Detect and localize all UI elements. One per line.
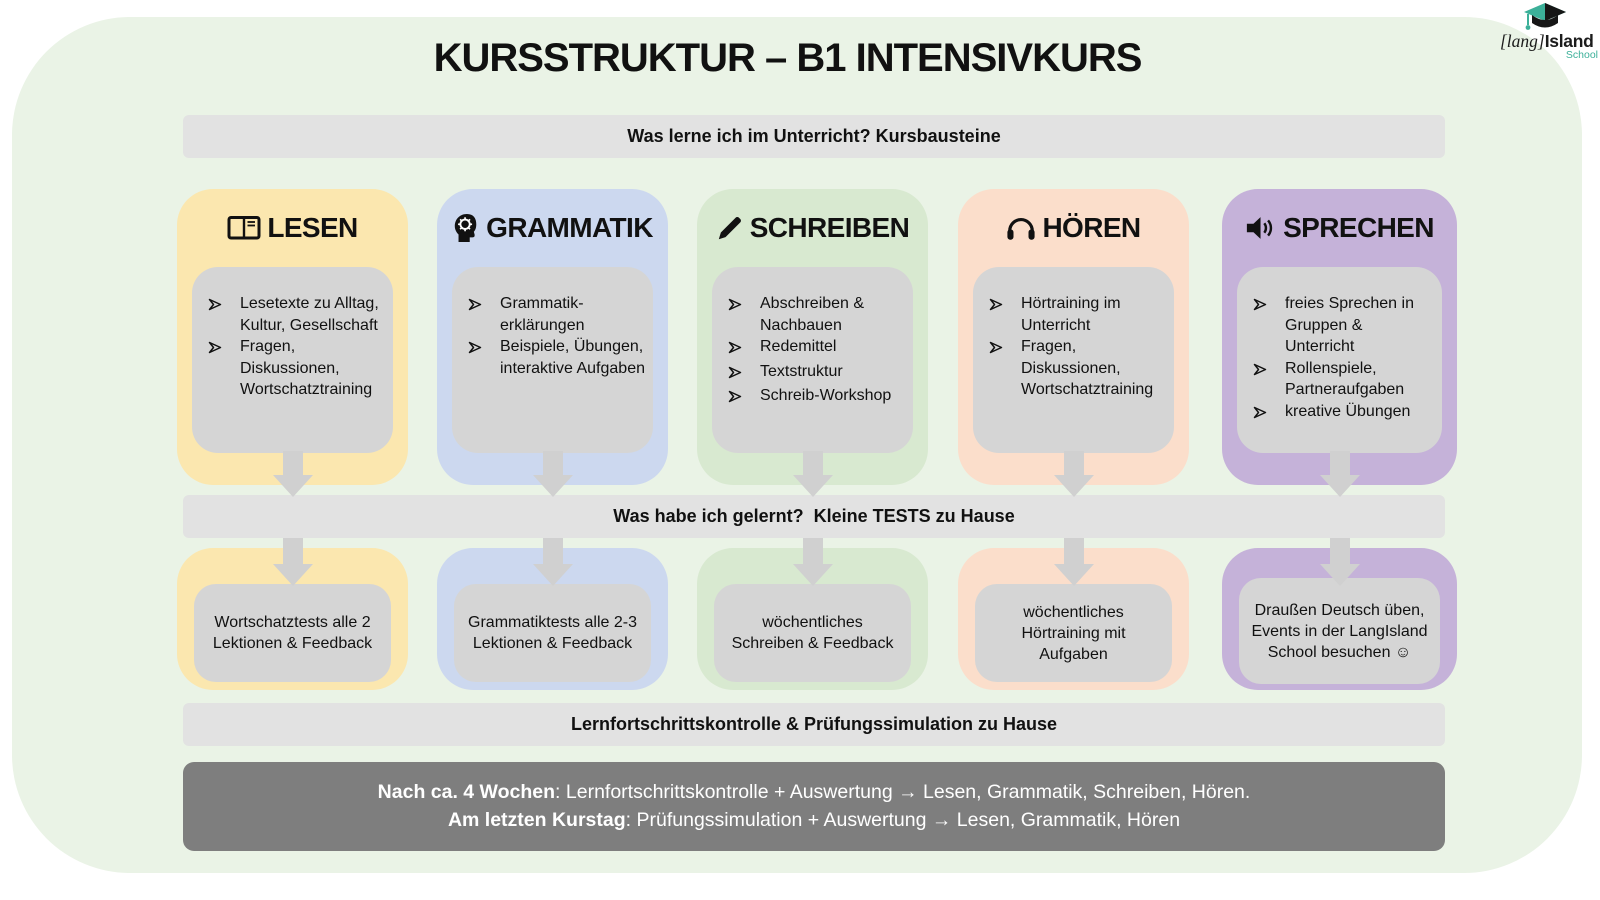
list-item: Hörtraining im Unterricht <box>985 293 1167 336</box>
list-item: Rollenspiele, Partneraufgaben <box>1249 358 1435 401</box>
arrowhead-bullet-icon <box>208 339 240 361</box>
module-content-box <box>192 267 393 453</box>
section-bar-lernfortschritt: Lernfortschrittskontrolle & Prüfungssimulation zu Hause <box>183 703 1445 746</box>
list-item: Lesetexte zu Alltag, Kultur, Gesellschaft <box>204 293 386 336</box>
arrowhead-bullet-icon <box>468 296 500 318</box>
down-arrow <box>1054 451 1094 497</box>
down-arrow <box>1054 538 1094 586</box>
summary-line-2: Am letzten Kurstag: Prüfungssimulation + Auswertung → Lesen, Grammatik, Hören <box>447 809 1181 831</box>
test-content-box: Wortschatztests alle 2 Lektionen & Feedback <box>194 584 391 682</box>
down-arrow <box>533 538 573 586</box>
down-arrow <box>533 451 573 497</box>
list-item: Textstruktur <box>724 361 906 386</box>
summary-box <box>183 762 1445 851</box>
pencil-icon <box>716 214 744 242</box>
test-content-box: Draußen Deutsch üben, Events in der LangIsland School besuchen ☺ <box>1239 578 1440 684</box>
list-item: Beispiele, Übungen, interaktive Aufgaben <box>464 336 646 379</box>
list-item: kreative Übungen <box>1249 401 1435 426</box>
down-arrow <box>1320 538 1360 586</box>
module-header-sprechen <box>1222 205 1457 251</box>
list-item: Fragen, Diskussionen, Wortschatztraining <box>985 336 1167 401</box>
module-card-sprechen <box>1222 189 1457 485</box>
brain-head-icon <box>452 213 480 243</box>
arrowhead-bullet-icon <box>989 296 1021 318</box>
module-header-schreiben <box>697 205 928 251</box>
test-card-lesen <box>177 548 408 690</box>
arrowhead-bullet-icon <box>1253 361 1285 383</box>
module-title: LESEN <box>267 212 358 243</box>
list-item: freies Sprechen in Gruppen & Unterricht <box>1249 293 1435 358</box>
module-content-box <box>1237 267 1442 453</box>
down-arrow <box>273 451 313 497</box>
arrowhead-bullet-icon <box>1253 404 1285 426</box>
list-item: Fragen, Diskussionen, Wortschatztraining <box>204 336 386 401</box>
module-header-lesen <box>177 205 408 251</box>
list-item: Schreib-Workshop <box>724 385 906 410</box>
test-content-box: wöchentliches Hörtraining mit Aufgaben <box>975 584 1172 682</box>
headphones-icon <box>1006 214 1036 242</box>
logo-tagline: School <box>1565 49 1598 61</box>
module-title: HÖREN <box>1042 212 1141 243</box>
down-arrow <box>1320 451 1360 497</box>
section-bar-tests: Was habe ich gelernt? Kleine TESTS zu Hause <box>183 495 1445 538</box>
arrowhead-bullet-icon <box>728 339 760 361</box>
list-item: Redemittel <box>724 336 906 361</box>
test-card-hoeren <box>958 548 1189 690</box>
arrowhead-bullet-icon <box>1253 296 1285 318</box>
arrowhead-bullet-icon <box>468 339 500 361</box>
module-card-schreiben <box>697 189 928 485</box>
arrowhead-bullet-icon <box>728 296 760 318</box>
down-arrow <box>793 451 833 497</box>
module-card-hoeren <box>958 189 1189 485</box>
list-item: Grammatik-erklärungen <box>464 293 646 336</box>
module-title: SCHREIBEN <box>749 212 910 243</box>
test-card-grammatik <box>437 548 668 690</box>
test-content-box: Grammatiktests alle 2-3 Lektionen & Feedback <box>454 584 651 682</box>
graduation-cap-icon <box>1522 2 1568 32</box>
list-item: Abschreiben & Nachbauen <box>724 293 906 336</box>
arrowhead-bullet-icon <box>208 296 240 318</box>
test-card-schreiben <box>697 548 928 690</box>
module-header-grammatik <box>437 205 668 251</box>
test-content-box: wöchentliches Schreiben & Feedback <box>714 584 911 682</box>
open-book-icon <box>227 214 261 242</box>
speaker-icon <box>1245 214 1277 242</box>
arrowhead-bullet-icon <box>728 388 760 410</box>
down-arrow <box>793 538 833 586</box>
arrowhead-bullet-icon <box>989 339 1021 361</box>
module-content-box <box>973 267 1174 453</box>
summary-line-1: Nach ca. 4 Wochen: Lernfortschrittskontrolle + Auswertung → Lesen, Grammatik, Schreiben, Hören. <box>377 781 1251 803</box>
logo-wordmark: [lang]Island <box>1500 31 1594 51</box>
module-title: SPRECHEN <box>1283 212 1434 243</box>
module-title: GRAMMATIK <box>486 212 653 243</box>
module-card-grammatik <box>437 189 668 485</box>
module-card-lesen <box>177 189 408 485</box>
page-title: KURSSTRUKTUR – B1 INTENSIVKURS <box>433 36 1142 80</box>
module-content-box <box>452 267 653 453</box>
arrowhead-bullet-icon <box>728 364 760 386</box>
test-card-sprechen <box>1222 548 1457 690</box>
down-arrow <box>273 538 313 586</box>
section-bar-kursbausteine: Was lerne ich im Unterricht? Kursbausteine <box>183 115 1445 158</box>
module-content-box <box>712 267 913 453</box>
module-header-hoeren <box>958 205 1189 251</box>
